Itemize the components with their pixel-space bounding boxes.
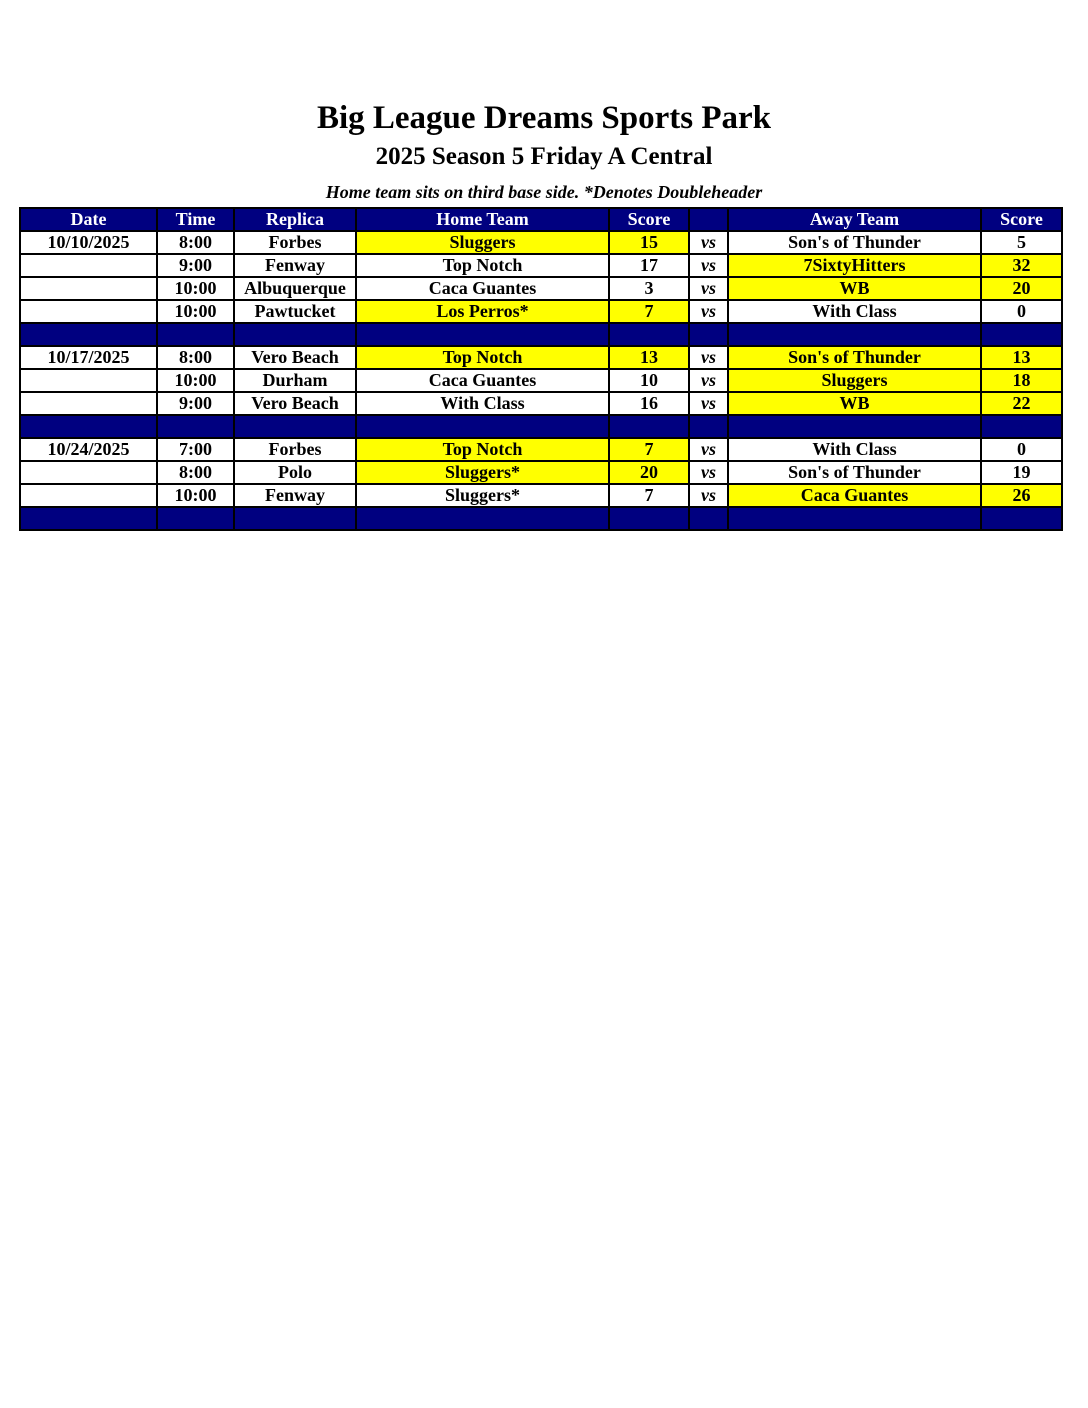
home-team: Caca Guantes — [356, 369, 609, 392]
schedule-table — [19, 207, 1063, 531]
divider-cell — [981, 507, 1062, 530]
divider-cell — [157, 415, 234, 438]
game-row — [20, 300, 1062, 323]
divider-cell — [981, 323, 1062, 346]
game-time: 7:00 — [157, 438, 234, 461]
week-divider-row — [20, 323, 1062, 346]
divider-cell — [356, 507, 609, 530]
away-team: Son's of Thunder — [728, 461, 981, 484]
game-row — [20, 346, 1062, 369]
game-row — [20, 484, 1062, 507]
divider-cell — [689, 323, 728, 346]
home-score: 3 — [609, 277, 689, 300]
game-row — [20, 254, 1062, 277]
divider-cell — [609, 323, 689, 346]
game-time: 10:00 — [157, 300, 234, 323]
home-team: Top Notch — [356, 254, 609, 277]
home-score: 10 — [609, 369, 689, 392]
home-team: Sluggers* — [356, 484, 609, 507]
away-team: Son's of Thunder — [728, 346, 981, 369]
vs-label: vs — [689, 300, 728, 323]
game-row — [20, 392, 1062, 415]
divider-cell — [689, 507, 728, 530]
vs-label: vs — [689, 484, 728, 507]
game-date — [20, 254, 157, 277]
game-time: 8:00 — [157, 461, 234, 484]
divider-cell — [609, 415, 689, 438]
game-time: 10:00 — [157, 484, 234, 507]
vs-label: vs — [689, 254, 728, 277]
home-team: Sluggers* — [356, 461, 609, 484]
vs-label: vs — [689, 438, 728, 461]
divider-cell — [20, 323, 157, 346]
header-away-score: Score — [981, 208, 1062, 231]
away-team: Caca Guantes — [728, 484, 981, 507]
game-date: 10/24/2025 — [20, 438, 157, 461]
divider-cell — [356, 323, 609, 346]
header-home-team: Home Team — [356, 208, 609, 231]
divider-cell — [20, 507, 157, 530]
divider-cell — [981, 415, 1062, 438]
week-divider-row — [20, 507, 1062, 530]
away-score: 13 — [981, 346, 1062, 369]
home-score: 20 — [609, 461, 689, 484]
game-replica-field: Albuquerque — [234, 277, 356, 300]
divider-cell — [728, 323, 981, 346]
game-row — [20, 438, 1062, 461]
away-score: 0 — [981, 438, 1062, 461]
game-replica-field: Durham — [234, 369, 356, 392]
game-row — [20, 277, 1062, 300]
week-divider-row — [20, 415, 1062, 438]
vs-label: vs — [689, 392, 728, 415]
game-date: 10/10/2025 — [20, 231, 157, 254]
game-row — [20, 369, 1062, 392]
vs-label: vs — [689, 277, 728, 300]
home-team: Top Notch — [356, 346, 609, 369]
header-away-team: Away Team — [728, 208, 981, 231]
away-score: 20 — [981, 277, 1062, 300]
vs-label: vs — [689, 369, 728, 392]
game-date — [20, 277, 157, 300]
header-home-score: Score — [609, 208, 689, 231]
game-replica-field: Fenway — [234, 254, 356, 277]
page-subtitle: 2025 Season 5 Friday A Central — [375, 143, 713, 170]
away-team: With Class — [728, 300, 981, 323]
game-date — [20, 484, 157, 507]
game-date — [20, 300, 157, 323]
game-time: 9:00 — [157, 254, 234, 277]
vs-label: vs — [689, 231, 728, 254]
away-score: 22 — [981, 392, 1062, 415]
game-replica-field: Vero Beach — [234, 392, 356, 415]
home-team: Caca Guantes — [356, 277, 609, 300]
vs-label: vs — [689, 346, 728, 369]
home-score: 15 — [609, 231, 689, 254]
home-score: 7 — [609, 484, 689, 507]
vs-label: vs — [689, 461, 728, 484]
game-row — [20, 461, 1062, 484]
away-team: Sluggers — [728, 369, 981, 392]
game-replica-field: Forbes — [234, 438, 356, 461]
away-score: 18 — [981, 369, 1062, 392]
game-date: 10/17/2025 — [20, 346, 157, 369]
game-time: 10:00 — [157, 277, 234, 300]
away-score: 5 — [981, 231, 1062, 254]
game-time: 8:00 — [157, 231, 234, 254]
home-team: Sluggers — [356, 231, 609, 254]
game-time: 9:00 — [157, 392, 234, 415]
divider-cell — [234, 507, 356, 530]
away-team: Son's of Thunder — [728, 231, 981, 254]
home-team: Top Notch — [356, 438, 609, 461]
divider-cell — [234, 415, 356, 438]
divider-cell — [157, 507, 234, 530]
schedule-body — [20, 231, 1062, 530]
away-score: 19 — [981, 461, 1062, 484]
divider-cell — [20, 415, 157, 438]
away-team: 7SixtyHitters — [728, 254, 981, 277]
game-date — [20, 392, 157, 415]
divider-cell — [234, 323, 356, 346]
home-score: 16 — [609, 392, 689, 415]
away-score: 0 — [981, 300, 1062, 323]
home-score: 7 — [609, 438, 689, 461]
divider-cell — [157, 323, 234, 346]
away-team: WB — [728, 277, 981, 300]
divider-cell — [728, 415, 981, 438]
divider-cell — [728, 507, 981, 530]
header-vs — [689, 208, 728, 231]
away-team: With Class — [728, 438, 981, 461]
divider-cell — [689, 415, 728, 438]
game-replica-field: Vero Beach — [234, 346, 356, 369]
header-row — [20, 208, 1062, 231]
away-score: 26 — [981, 484, 1062, 507]
divider-cell — [356, 415, 609, 438]
game-replica-field: Fenway — [234, 484, 356, 507]
game-date — [20, 461, 157, 484]
game-replica-field: Pawtucket — [234, 300, 356, 323]
schedule-note: Home team sits on third base side. *Denotes Doubleheader — [325, 182, 763, 202]
home-score: 7 — [609, 300, 689, 323]
header-date: Date — [20, 208, 157, 231]
header-time: Time — [157, 208, 234, 231]
home-team: Los Perros* — [356, 300, 609, 323]
game-row — [20, 231, 1062, 254]
game-replica-field: Polo — [234, 461, 356, 484]
divider-cell — [609, 507, 689, 530]
away-team: WB — [728, 392, 981, 415]
away-score: 32 — [981, 254, 1062, 277]
home-team: With Class — [356, 392, 609, 415]
home-score: 17 — [609, 254, 689, 277]
game-replica-field: Forbes — [234, 231, 356, 254]
home-score: 13 — [609, 346, 689, 369]
game-date — [20, 369, 157, 392]
game-time: 8:00 — [157, 346, 234, 369]
header-replica: Replica — [234, 208, 356, 231]
page-title: Big League Dreams Sports Park — [316, 100, 772, 136]
game-time: 10:00 — [157, 369, 234, 392]
